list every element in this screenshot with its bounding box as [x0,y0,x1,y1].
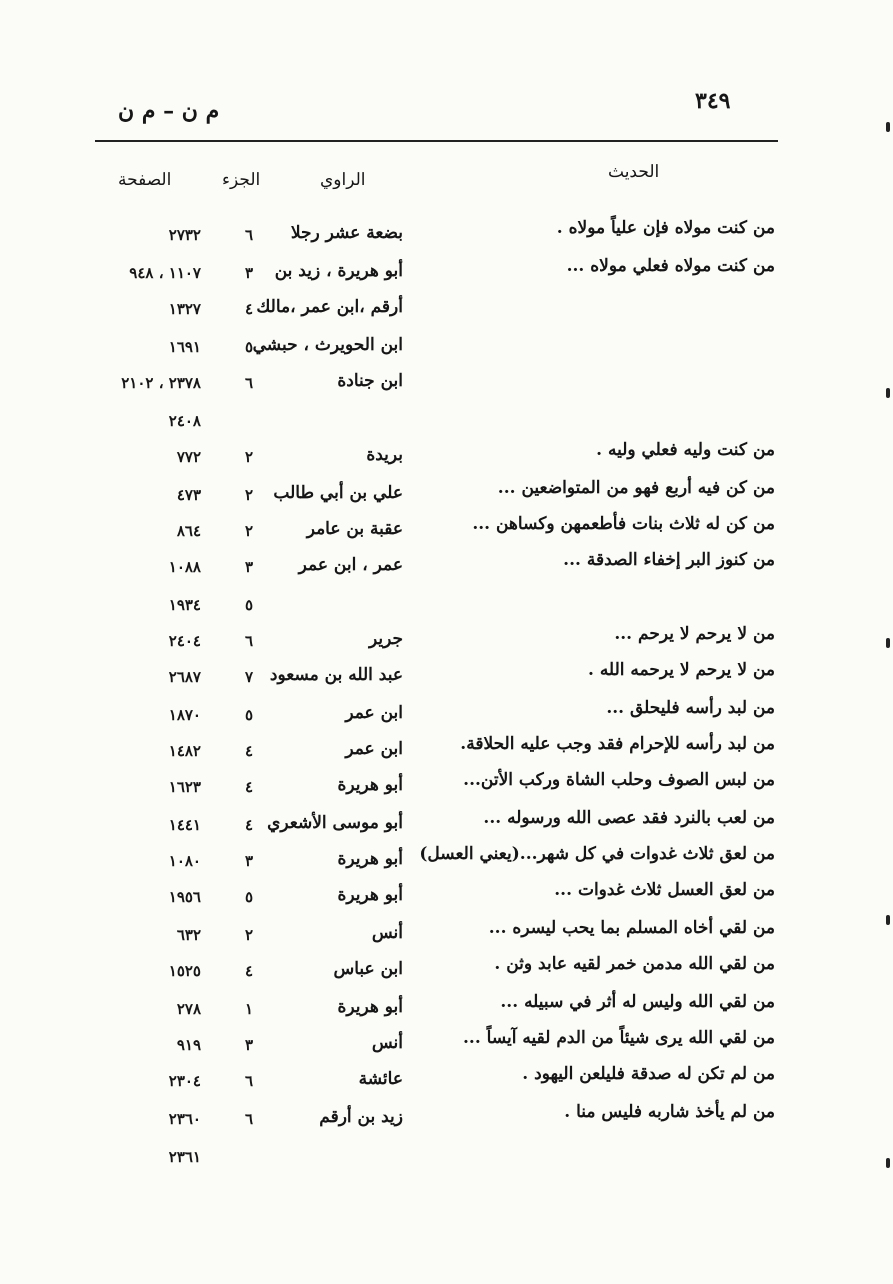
header-rule [95,140,778,142]
hadith-text: من كن فيه أربع فهو من المتواضعين ... [497,478,775,498]
part-number: ٢ [244,486,254,504]
page-reference: ١٤٤١ [168,816,201,834]
page-edge-mark [886,122,890,132]
part-number: ٧ [244,668,254,686]
narrator-name: ابن جنادة [337,371,403,391]
page-reference: ٢٣٦٠ [168,1110,201,1128]
page-reference: ١٠٨٨ [168,558,201,576]
page-reference: ١٩٥٦ [168,888,201,906]
hadith-text: من لا يرحم لا يرحمه الله . [587,660,775,680]
narrator-name: جرير [369,629,403,649]
page-reference: ٢٤٠٨ [168,412,201,430]
narrator-name: أبو هريرة [337,775,403,795]
hadith-text: من لم تكن له صدقة فليلعن اليهود . [522,1064,775,1084]
narrator-name: ابن عمر [345,739,403,759]
page-reference: ٩١٩ [176,1036,201,1054]
part-number: ٣ [244,558,254,576]
page-edge-mark [886,388,890,398]
part-number: ٢ [244,522,254,540]
part-number: ٥ [244,596,254,614]
page-reference: ٦٣٢ [176,926,201,944]
narrator-name: علي بن أبي طالب [273,483,403,503]
narrator-name: عمر ، ابن عمر [298,555,403,575]
narrator-name: أرقم ،ابن عمر ،مالك [256,297,403,317]
part-number: ٤ [244,962,254,980]
narrator-name: ابن عباس [333,959,403,979]
narrator-name: زيد بن أرقم [319,1107,403,1127]
page-reference: ١٦٩١ [168,338,201,356]
hadith-text: من لبد رأسه فليحلق ... [606,698,775,718]
part-number: ٤ [244,300,254,318]
page-reference: ٢٧٣٢ [168,226,201,244]
part-number: ٥ [244,338,254,356]
narrator-name: أبو هريرة ، زيد بن [274,261,403,281]
part-number: ٥ [244,888,254,906]
page-reference: ١١٠٧ ، ٩٤٨ [129,264,201,282]
narrator-name: أنس [371,1033,403,1053]
narrator-name: عبد الله بن مسعود [269,665,403,685]
narrator-name: عقبة بن عامر [306,519,403,539]
narrator-name: بضعة عشر رجلا [290,223,403,243]
narrator-name: أبو موسى الأشعري [267,813,403,833]
hadith-text: من لعب بالنرد فقد عصى الله ورسوله ... [483,808,775,828]
hadith-text: من كنوز البر إخفاء الصدقة ... [563,550,775,570]
narrator-name: أبو هريرة [337,885,403,905]
page-reference: ٨٦٤ [176,522,201,540]
hadith-text: من لقي أخاه المسلم بما يحب ليسره ... [488,918,775,938]
page-reference: ١٨٧٠ [168,706,201,724]
narrator-name: عائشة [358,1069,403,1089]
hadith-text: من لعق العسل ثلاث غدوات ... [554,880,775,900]
running-head: م ن – م ن [118,98,220,124]
page-reference: ١٤٨٢ [168,742,201,760]
hadith-text: من لا يرحم لا يرحم ... [614,624,775,644]
part-number: ٦ [244,1072,254,1090]
hadith-text: من لعق ثلاث غدوات في كل شهر...(يعني العسل) [419,844,775,864]
hadith-text: من لقي الله يرى شيئاً من الدم لقيه آيساً ... [463,1028,775,1048]
narrator-name: ابن الحويرث ، حبشي [252,335,403,355]
page-reference: ٢٧٨ [176,1000,201,1018]
hadith-text: من لم يأخذ شاربه فليس منا . [564,1102,775,1122]
part-number: ٦ [244,632,254,650]
page-reference: ١٣٢٧ [168,300,201,318]
part-number: ١ [244,1000,254,1018]
narrator-name: ابن عمر [345,703,403,723]
column-header-narrator: الراوي [320,170,366,190]
part-number: ٤ [244,816,254,834]
part-number: ٥ [244,706,254,724]
part-number: ٣ [244,264,254,282]
column-header-part: الجزء [222,170,261,190]
page-edge-mark [886,915,890,925]
part-number: ٢ [244,448,254,466]
column-header-page: الصفحة [118,170,172,190]
narrator-name: أبو هريرة [337,849,403,869]
part-number: ٣ [244,852,254,870]
part-number: ٣ [244,1036,254,1054]
hadith-text: من كنت مولاه فإن علياً مولاه . [556,218,775,238]
page-reference: ١٥٢٥ [168,962,201,980]
page-edge-mark [886,638,890,648]
part-number: ٢ [244,926,254,944]
hadith-text: من لقي الله مدمن خمر لقيه عابد وثن . [494,954,775,974]
page-reference: ٤٧٣ [176,486,201,504]
part-number: ٦ [244,374,254,392]
hadith-text: من كنت وليه فعلي وليه . [596,440,775,460]
part-number: ٦ [244,226,254,244]
column-header-hadith: الحديث [608,162,660,182]
hadith-text: من لبد رأسه للإحرام فقد وجب عليه الحلاقة. [460,734,775,754]
page-reference: ٢٣٠٤ [168,1072,201,1090]
hadith-text: من كنت مولاه فعلي مولاه ... [566,256,775,276]
narrator-name: بريدة [366,445,403,465]
hadith-text: من لقي الله وليس له أثر في سبيله ... [500,992,775,1012]
page-reference: ٧٧٢ [176,448,201,466]
part-number: ٦ [244,1110,254,1128]
page-reference: ٢٣٧٨ ، ٢١٠٢ [121,374,201,392]
page-reference: ٢٣٦١ [168,1148,201,1166]
page-number: ٣٤٩ [695,88,731,114]
page-edge-mark [886,1158,890,1168]
page-reference: ١٩٣٤ [168,596,201,614]
hadith-text: من كن له ثلاث بنات فأطعمهن وكساهن ... [472,514,775,534]
page-reference: ١٠٨٠ [168,852,201,870]
page-reference: ٢٤٠٤ [168,632,201,650]
page-reference: ١٦٢٣ [168,778,201,796]
page-reference: ٢٦٨٧ [168,668,201,686]
hadith-text: من لبس الصوف وحلب الشاة وركب الأتن... [463,770,775,790]
part-number: ٤ [244,742,254,760]
narrator-name: أبو هريرة [337,997,403,1017]
part-number: ٤ [244,778,254,796]
narrator-name: أنس [371,923,403,943]
